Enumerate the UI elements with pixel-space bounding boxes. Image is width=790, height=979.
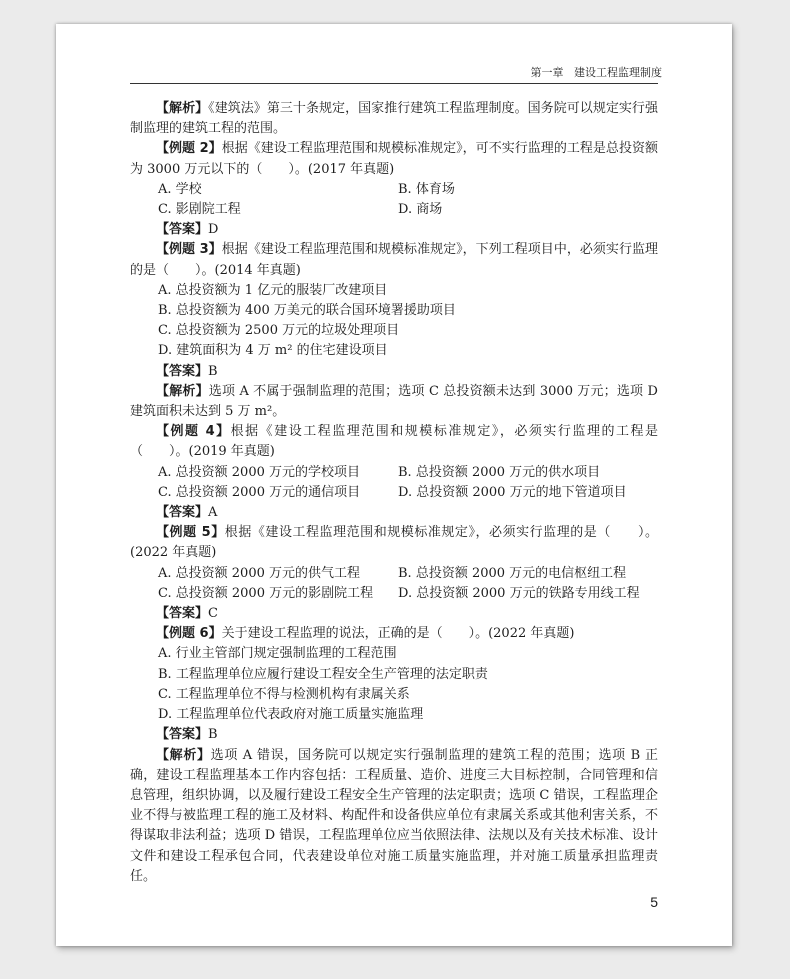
option-item: D. 工程监理单位代表政府对施工质量实施监理 (158, 707, 424, 723)
paragraph (130, 746, 658, 887)
option-row (130, 180, 658, 200)
block-text: 根据《建设工程监理范围和规模标准规定》，必须实行监理的是（ ）。(2022 年真题) (130, 525, 658, 561)
block-text: 根据《建设工程监理范围和规模标准规定》，必须实行监理的工程是（ ）。(2019 年真题) (130, 424, 658, 460)
option-item: C. 总投资额 2000 万元的通信项目 (158, 484, 361, 500)
option-item: A. 行业主管部门规定强制监理的工程范围 (158, 646, 397, 662)
paragraph (130, 240, 658, 280)
option-row (130, 463, 658, 483)
block-text: 关于建设工程监理的说法，正确的是（ ）。(2022 年真题) (221, 626, 575, 642)
block-label: 【答案】 (156, 222, 209, 238)
option-item: B. 工程监理单位应履行建设工程安全生产管理的法定职责 (158, 666, 488, 682)
option-item: A. 总投资额 2000 万元的供气工程 (158, 565, 361, 581)
option-row (130, 200, 658, 220)
paragraph (130, 382, 658, 422)
paragraph (130, 624, 658, 644)
block-text: 根据《建设工程监理范围和规模标准规定》，可不实行监理的工程是总投资额为 3000 万元以下的（ ）。(2017 年真题) (130, 141, 658, 177)
block-label: 【例题 5】 (156, 525, 225, 541)
paragraph (130, 523, 658, 563)
paragraph (130, 220, 658, 240)
option-row (130, 584, 658, 604)
block-label: 【答案】 (156, 606, 209, 622)
book-page (56, 24, 732, 946)
option-item: D. 总投资额 2000 万元的铁路专用线工程 (398, 585, 640, 601)
option-item: D. 商场 (398, 202, 443, 218)
chapter-title: 建设工程监理制度 (574, 66, 662, 79)
paragraph (130, 422, 658, 462)
block-text: A (208, 505, 218, 521)
block-text: 选项 A 错误，国务院可以规定实行强制监理的建筑工程的范围；选项 B 正确，建设工程监理基本工作内容包括：工程质量、造价、进度三大目标控制，合同管理和信息管理，组织协调，以及履行建设工程安全生产管理的法定职责；选项 C 错误，工程监理企业不得与被监理工程的施工及材料、构配件和设备供应单位有隶属关系或其他利害关系，不得谋取非法利益；选项 D 错误，工程监理单位应当依照法律、法规以及有关技术标准、设计文件和建设工程承包合同，代表建设单位对施工质量实施监理，并对施工质量承担监理责任。 (130, 747, 658, 884)
paragraph (130, 139, 658, 179)
block-text: 选项 A 不属于强制监理的范围；选项 C 总投资额未达到 3000 万元；选项 D 建筑面积未达到 5 万 m²。 (130, 383, 658, 420)
chapter-number: 第一章 (530, 66, 564, 79)
block-label: 【答案】 (156, 505, 209, 521)
block-text: 《建筑法》第三十条规定，国家推行建筑工程监理制度。国务院可以规定实行强制监理的建筑工程的范围。 (130, 101, 658, 137)
option-item: B. 总投资额为 400 万美元的联合国环境署援助项目 (158, 303, 456, 319)
page-body (130, 99, 658, 887)
block-text: D (208, 222, 219, 238)
block-label: 【例题 6】 (156, 626, 222, 642)
option-item: C. 总投资额为 2500 万元的垃圾处理项目 (158, 323, 400, 339)
block-label: 【解析】 (156, 383, 209, 399)
option-item: B. 体育场 (398, 181, 455, 197)
paragraph (130, 725, 658, 745)
paragraph (130, 99, 658, 139)
block-text: B (208, 363, 218, 379)
option-item: A. 总投资额 2000 万元的学校项目 (158, 464, 361, 480)
block-label: 【解析】 (156, 747, 211, 763)
running-header (531, 64, 663, 80)
option-item: D. 建筑面积为 4 万 m² 的住宅建设项目 (158, 343, 388, 359)
paragraph (130, 503, 658, 523)
option-item: D. 总投资额 2000 万元的地下管道项目 (398, 484, 627, 500)
option-row (130, 564, 658, 584)
block-label: 【例题 3】 (156, 242, 222, 258)
block-label: 【答案】 (156, 363, 209, 379)
option-row (130, 483, 658, 503)
block-text: B (208, 727, 218, 743)
paragraph (130, 362, 658, 382)
block-label: 【例题 2】 (156, 141, 222, 157)
block-label: 【解析】 (156, 101, 209, 116)
header-rule (130, 83, 658, 84)
option-item: A. 学校 (158, 181, 202, 197)
option-item: C. 影剧院工程 (158, 202, 241, 218)
paragraph (130, 604, 658, 624)
option-item: B. 总投资额 2000 万元的供水项目 (398, 464, 601, 480)
block-text: 根据《建设工程监理范围和规模标准规定》，下列工程项目中，必须实行监理的是（ ）。(2014 年真题) (130, 242, 658, 278)
option-item: A. 总投资额为 1 亿元的服装厂改建项目 (158, 282, 388, 298)
block-label: 【答案】 (156, 727, 209, 743)
option-item: B. 总投资额 2000 万元的电信枢纽工程 (398, 565, 627, 581)
option-item: C. 总投资额 2000 万元的影剧院工程 (158, 585, 374, 601)
option-item: C. 工程监理单位不得与检测机构有隶属关系 (158, 686, 410, 702)
block-label: 【例题 4】 (156, 424, 231, 440)
page-number: 5 (650, 894, 658, 910)
block-text: C (208, 606, 218, 622)
